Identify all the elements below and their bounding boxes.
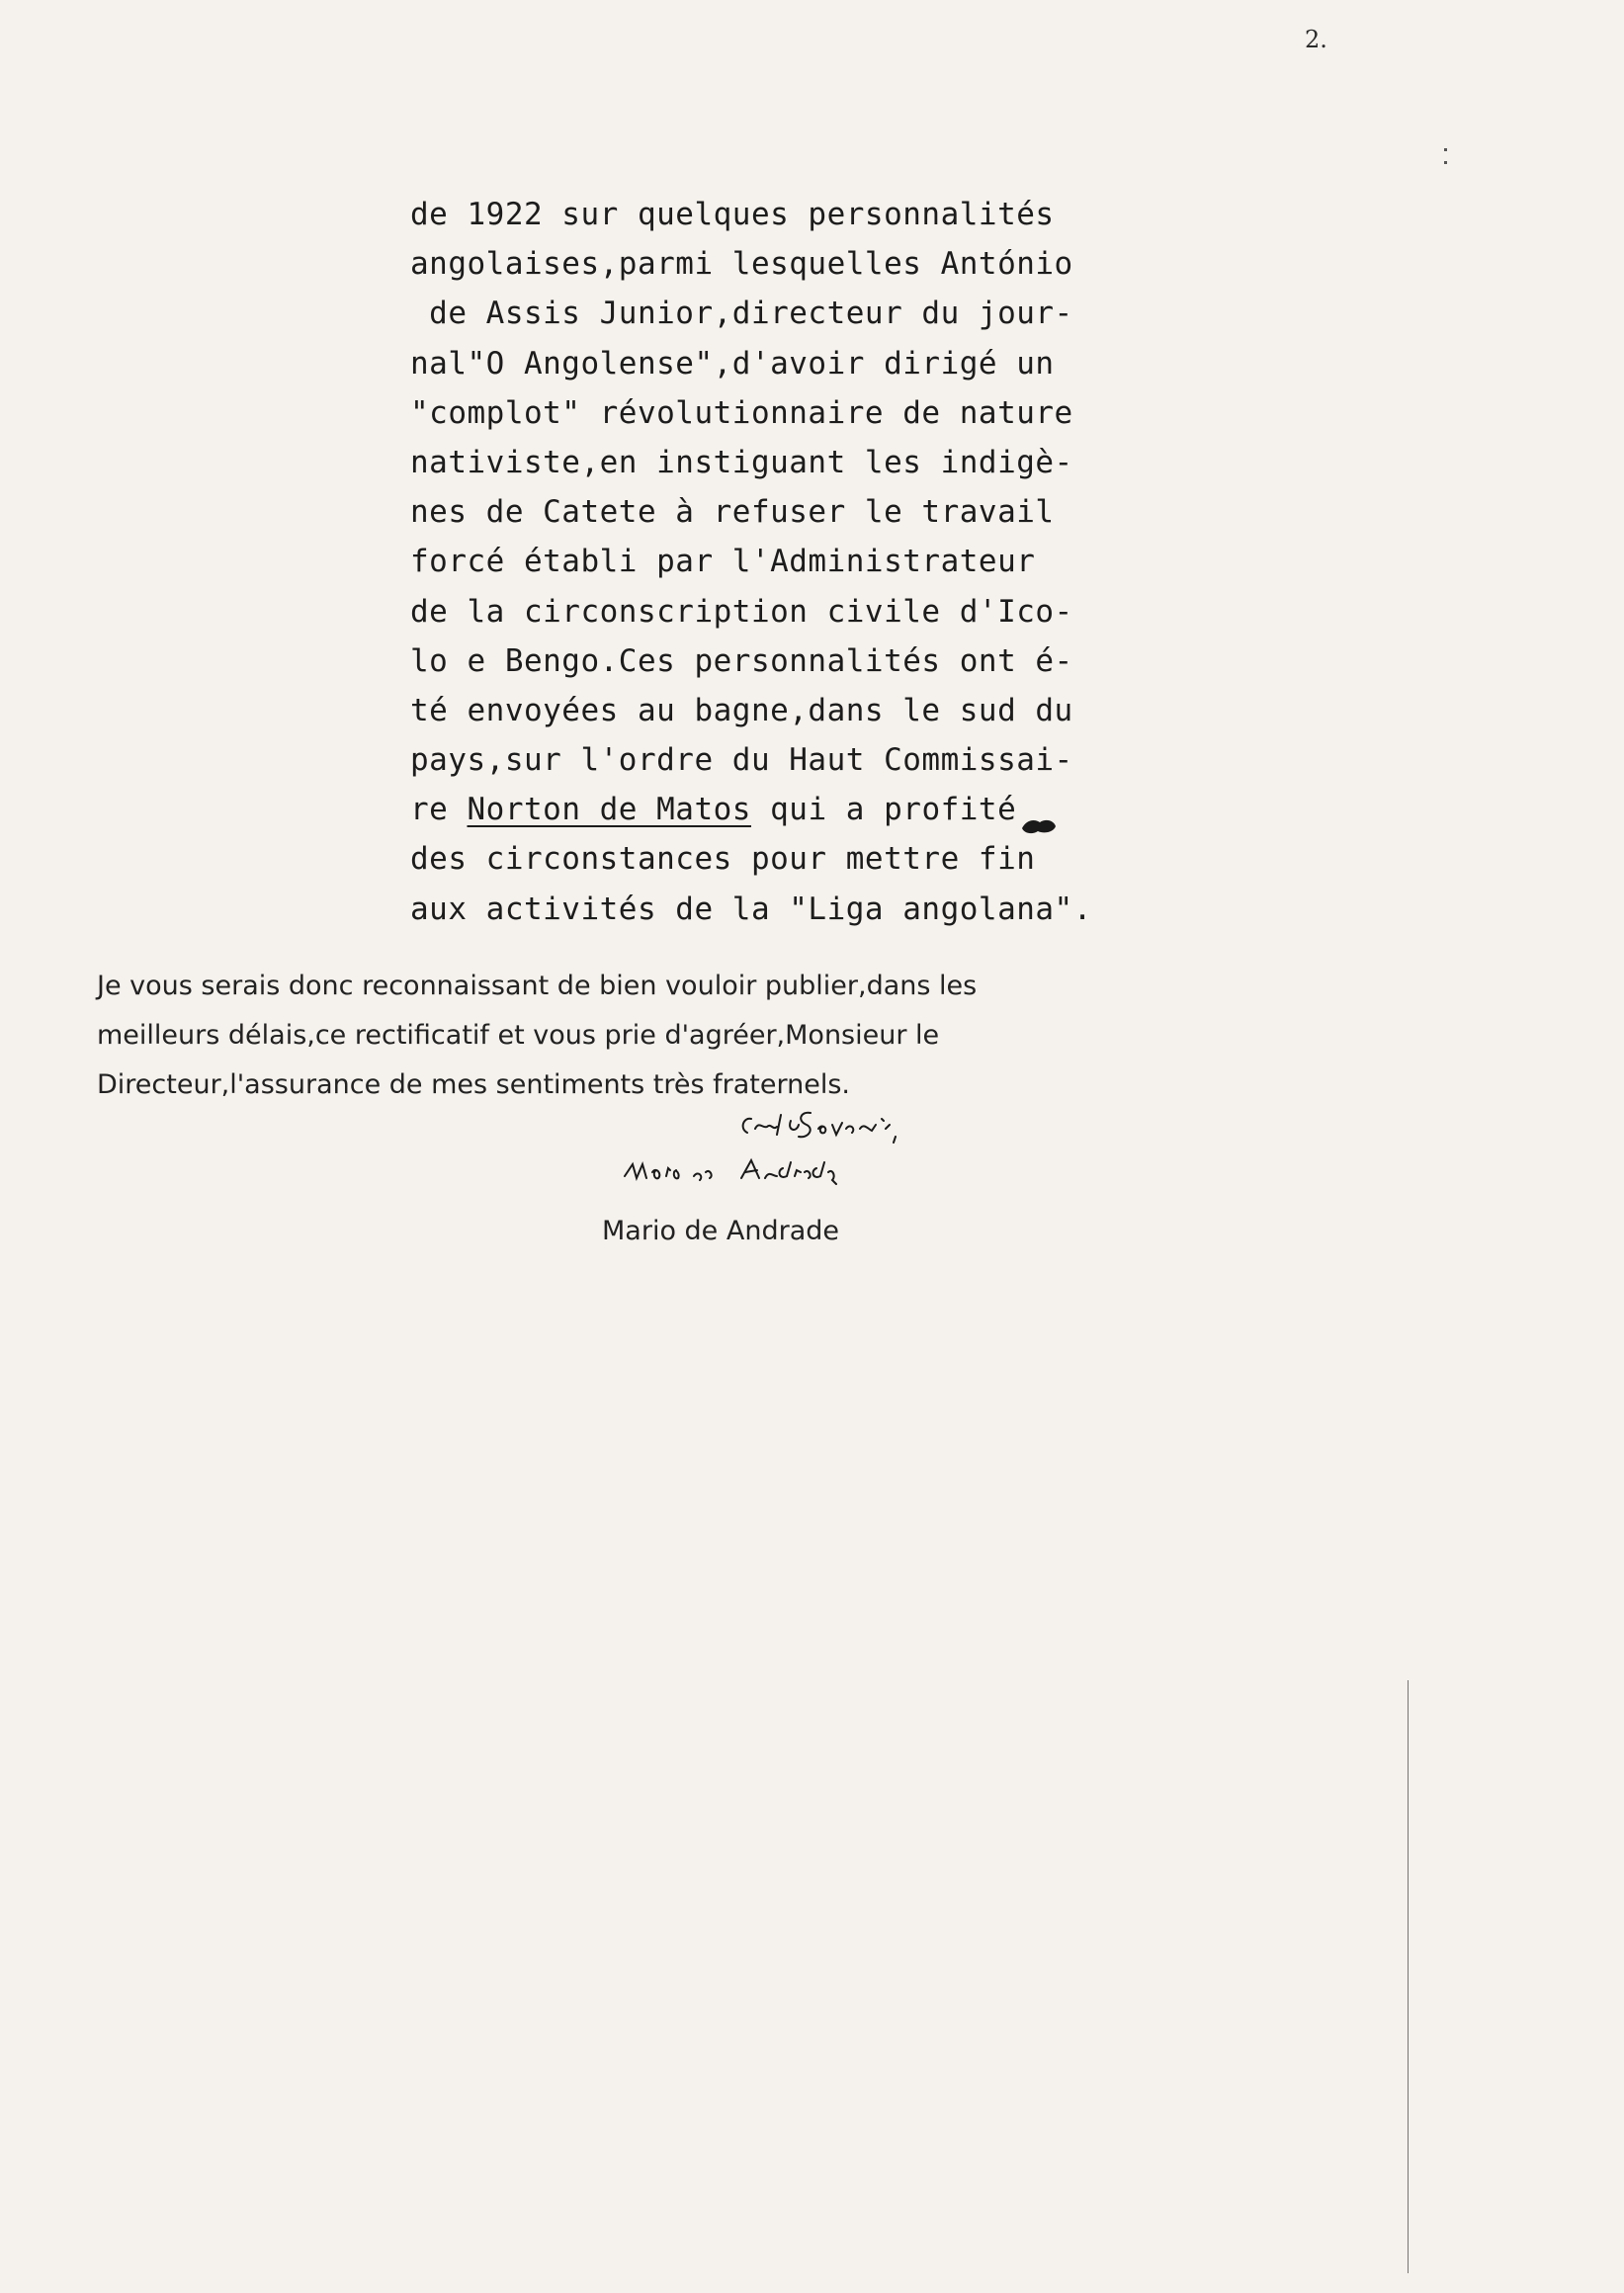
margin-mark xyxy=(1444,161,1447,164)
body-line: té envoyées au bagne,dans le sud du xyxy=(410,692,1073,728)
closing-line: Directeur,l'assurance de mes sentiments très fraternels. xyxy=(97,1069,850,1100)
body-line: nes de Catete à refuser le travail xyxy=(410,494,1055,531)
handwritten-signature xyxy=(613,1107,1008,1221)
body-line: de la circonscription civile d'Ico- xyxy=(410,593,1073,630)
body-line: lo e Bengo.Ces personnalités ont é- xyxy=(410,642,1073,679)
closing-line: Je vous serais donc reconnaissant de bien vouloir publier,dans les xyxy=(97,971,978,1001)
body-line: de Assis Junior,directeur du jour- xyxy=(410,296,1073,332)
page-number: 2. xyxy=(1305,26,1327,53)
letter-body xyxy=(410,190,1161,934)
line-prefix: re xyxy=(410,792,468,828)
margin-mark xyxy=(1444,148,1447,151)
closing-line: meilleurs délais,ce rectificatif et vous prie d'agréer,Monsieur le xyxy=(97,1020,940,1051)
underlined-name: Norton de Matos xyxy=(467,792,751,828)
body-line: de 1922 sur quelques personnalités xyxy=(410,197,1055,232)
body-line: forcé établi par l'Administrateur xyxy=(410,544,1036,580)
page-edge-line xyxy=(1408,1680,1409,2273)
body-line: "complot" révolutionnaire de nature xyxy=(410,394,1073,431)
body-line-norton xyxy=(410,785,1161,834)
body-line: angolaises,parmi lesquelles António xyxy=(410,246,1073,283)
signer-name: Mario de Andrade xyxy=(602,1216,839,1246)
closing-paragraph xyxy=(97,962,1184,1110)
body-line: aux activités de la "Liga angolana". xyxy=(410,891,1092,927)
body-line: pays,sur l'ordre du Haut Commissai- xyxy=(410,742,1073,779)
ink-blot-icon xyxy=(1020,802,1058,821)
body-line: des circonstances pour mettre fin xyxy=(410,841,1036,878)
line-suffix: qui a profité xyxy=(750,792,1017,828)
body-line: nativiste,en instiguant les indigè- xyxy=(410,444,1073,480)
body-line: nal"O Angolense",d'avoir dirigé un xyxy=(410,345,1055,382)
